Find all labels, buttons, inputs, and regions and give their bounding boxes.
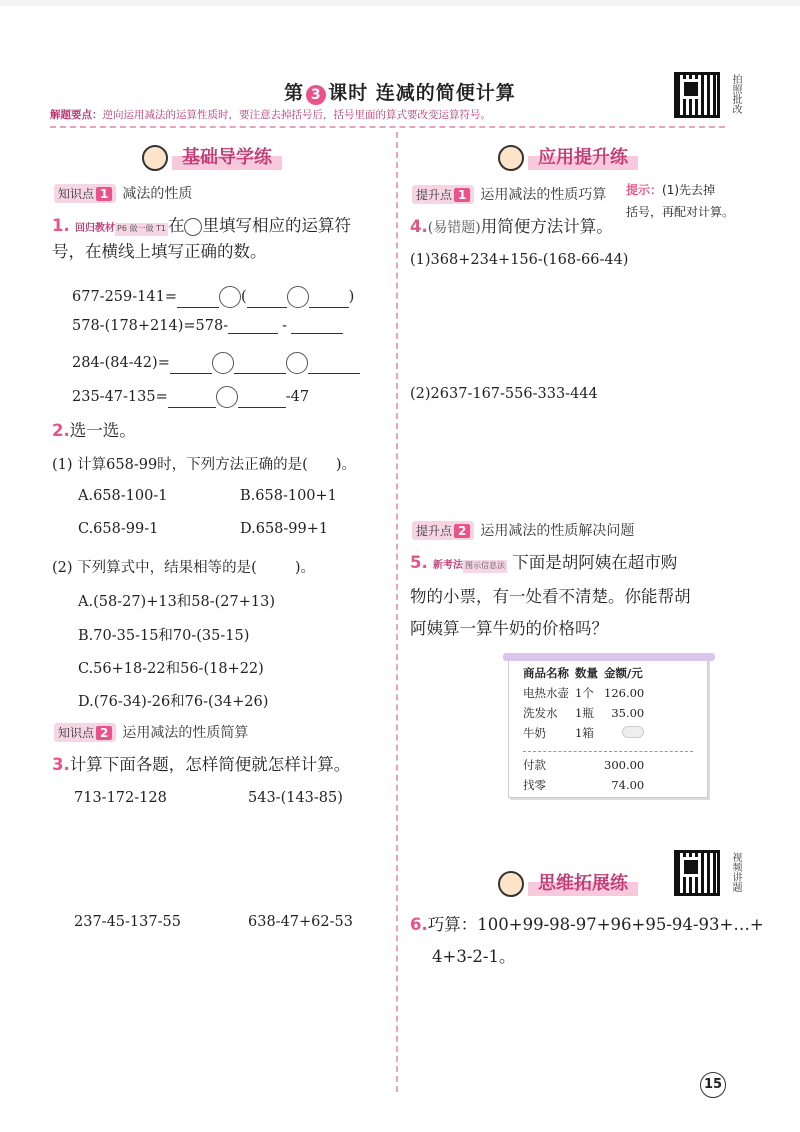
q2-p1-option-a: A.658-100-1 [78,488,168,504]
q4-part-1: (1)368+234+156-(168-66-44) [410,252,629,268]
receipt-separator [523,751,693,752]
hint-label: 提示： [626,183,663,197]
q1-tail: -47 [285,389,310,405]
q2-p1-end: )。 [335,457,357,473]
q1-blank[interactable] [308,373,360,374]
q1-text-b: 里填写相应的运算符号，在横线上填写正确的数。 [52,216,351,262]
question-6 [410,912,764,938]
q1-blank[interactable] [228,333,278,334]
kp1-tag: 知识点 [58,187,95,201]
receipt-header: 商品名称 [523,666,569,680]
q2-part-2 [52,556,315,577]
q1-expr-2: 578-(178+214)=578- [72,318,229,334]
q3-text: 计算下面各题，怎样简便就怎样计算。 [69,755,351,774]
receipt-paid-label: 付款 [523,758,546,772]
receipt-header: 数量 [575,666,598,680]
q1-blank[interactable] [291,333,343,334]
q2-text: 选一选。 [69,421,136,440]
mascot-icon [498,145,524,171]
receipt-qty: 1个 [575,686,594,700]
mascot-icon [498,871,524,897]
up1-tag: 提升点 [416,188,453,202]
q1-blank[interactable] [168,407,216,408]
q1-circle[interactable] [212,352,234,374]
question-5 [410,550,740,576]
q2-number: 2. [52,421,70,440]
kp2-text: 运用减法的性质简算 [122,725,249,741]
receipt-smudge [604,723,650,743]
q2-part-1 [52,453,356,474]
q1-line-4 [72,386,309,408]
receipt-amount: 35.00 [611,706,645,720]
title-text: 课时 连减的简便计算 [328,82,516,104]
question-2 [52,418,136,444]
q2-p1-text: (1) 计算658-99时，下列方法正确的是( [52,457,308,473]
q5-badge [433,558,507,574]
q4-number: 4. [410,217,428,236]
q2-p2-option-c: C.56+18-22和56-(18+22) [78,661,264,677]
receipt-row [523,703,650,723]
q1-expr-4: 235-47-135= [72,389,168,405]
q2-p1-option-c: C.658-99-1 [78,521,159,537]
q2-p2-text: (2) 下列算式中，结果相等的是( [52,560,257,576]
receipt-header: 金额/元 [604,666,643,680]
paren-close: ) [348,289,355,305]
q2-p1-option-b: B.658-100+1 [240,488,337,504]
q5-line-3: 阿姨算一算牛奶的价格吗？ [410,619,608,638]
receipt-item: 洗发水 [523,706,558,720]
q2-p2-end: )。 [294,560,315,576]
q1-circle[interactable] [216,386,238,408]
section-basic [142,142,282,171]
smudge-icon [622,726,644,738]
receipt-change-row [523,775,650,795]
question-4 [410,214,613,240]
question-3 [52,752,350,778]
q1-blank[interactable] [234,373,286,374]
q4-part-2: (2)2637-167-556-333-444 [410,386,598,402]
q1-line-1 [72,286,354,308]
q1-badge-text: 回归教材 [75,223,115,234]
qr-label-bottom: 视频讲题 [730,852,741,892]
receipt-paid: 300.00 [604,758,645,772]
solving-tips [50,107,725,128]
q1-badge [75,221,168,237]
qr-label-top: 拍照批改 [730,74,741,114]
knowledge-point-2 [54,722,248,742]
receipt-change: 74.00 [611,778,645,792]
q1-circle-sample [184,218,202,236]
q2-p1-option-d: D.658-99+1 [240,521,329,537]
q3-expr-4: 638-47+62-53 [248,914,353,930]
q1-line-2 [72,318,343,334]
q4-badge: (易错题) [427,220,481,236]
q1-blank[interactable] [170,373,212,374]
q5-line-1: 下面是胡阿姨在超市购 [512,553,678,572]
up1-num: 1 [454,188,470,202]
receipt-row [523,683,650,703]
q5-badge-sub: 图示信息法 [463,560,507,573]
q1-blank[interactable] [247,307,287,308]
up2-num: 2 [454,524,470,538]
q5-line-2: 物的小票，有一处看不清楚。你能帮胡 [410,587,691,606]
q5-number: 5. [410,553,428,572]
q1-blank[interactable] [238,407,286,408]
receipt-paid-row [523,755,650,775]
tips-label: 解题要点： [50,109,103,121]
column-divider [396,132,398,1092]
knowledge-point-1 [54,183,192,203]
section-thinking-title: 思维拓展练 [528,868,638,896]
q1-circle[interactable] [286,352,308,374]
kp1-text: 减法的性质 [122,186,193,202]
up2-text: 运用减法的性质解决问题 [480,523,635,539]
receipt-change-label: 找零 [523,778,546,792]
q4-text: 用简便方法计算。 [480,217,613,236]
q1-expr-3: 284-(84-42)= [72,355,170,371]
q3-number: 3. [52,755,70,774]
up2-tag: 提升点 [416,524,453,538]
question-1 [52,213,382,266]
receipt-row [523,723,650,743]
q1-expr-1: 677-259-141= [72,289,177,305]
q2-p2-option-d: D.(76-34)-26和76-(34+26) [78,694,269,710]
q6-number: 6. [410,915,428,934]
paren-open: ( [240,289,247,305]
q1-blank[interactable] [177,307,219,308]
receipt-amount: 126.00 [604,686,645,700]
q1-badge-sub: P6 做一做 T1 [115,223,168,236]
upgrade-point-2 [412,520,634,540]
q1-text-a: 在 [167,216,185,235]
q6-text: 巧算：100+99-98-97+96+95-94-93+…+ [427,915,764,934]
section-advanced-title: 应用提升练 [528,142,638,170]
section-basic-title: 基础导学练 [172,142,282,170]
q1-blank[interactable] [309,307,349,308]
qr-code-icon[interactable] [674,850,720,896]
lesson-number: 3 [306,85,326,105]
q6-text-2: 4+3-2-1。 [432,947,516,966]
q3-expr-2: 543-(143-85) [248,790,343,806]
title-prefix: 第 [284,82,305,104]
mascot-icon [142,145,168,171]
q2-p2-option-b: B.70-35-15和70-(35-15) [78,628,250,644]
hint-text-2: 括号，再配对计算。 [626,204,735,219]
q1-circle[interactable] [287,286,309,308]
hint-box [626,180,736,223]
q5-badge-text: 新考法 [433,560,463,571]
receipt-qty: 1箱 [575,726,594,740]
receipt-roll [503,653,715,661]
up1-text: 运用减法的性质巧算 [480,187,607,203]
upgrade-point-1 [412,184,606,204]
minus-sign: - [282,318,288,334]
page-number: 15 [700,1072,726,1098]
hint-text-1: (1)先去掉 [662,183,716,197]
kp1-num: 1 [96,187,112,201]
q2-p2-option-a: A.(58-27)+13和58-(27+13) [78,594,276,610]
tips-text: 逆向运用减法的运算性质时，要注意去掉括号后，括号里面的算式要改变运算符号。 [102,109,491,121]
section-thinking [498,868,638,897]
receipt-qty: 1瓶 [575,706,594,720]
kp2-tag: 知识点 [58,726,95,740]
q1-circle[interactable] [219,286,241,308]
top-edge [0,0,800,6]
q1-number: 1. [52,216,70,235]
receipt-header-row [523,663,650,683]
q1-line-3 [72,352,360,374]
receipt-item: 电热水壶 [523,686,569,700]
receipt-table [523,663,650,795]
shopping-receipt [508,656,708,798]
section-advanced [498,142,638,171]
q3-expr-1: 713-172-128 [74,790,167,806]
kp2-num: 2 [96,726,112,740]
q3-expr-3: 237-45-137-55 [74,914,181,930]
receipt-item: 牛奶 [523,726,546,740]
